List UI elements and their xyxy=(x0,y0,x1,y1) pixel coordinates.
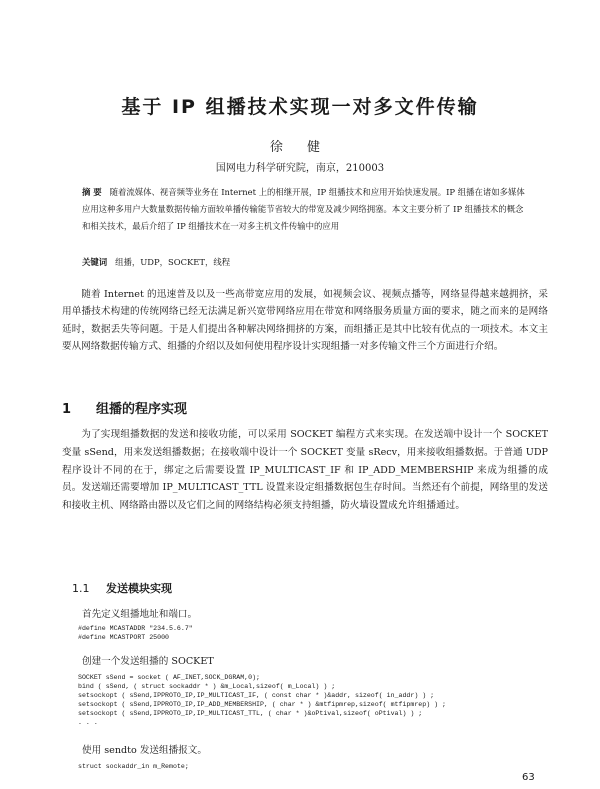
keywords xyxy=(82,256,530,268)
subsection-number: 1.1 xyxy=(72,582,90,595)
page-number: 63 xyxy=(522,772,535,783)
section-paragraph: 为了实现组播数据的发送和接收功能，可以采用 SOCKET 编程方式来实现。在发送端中设计一个 SOCKET 变量 sSend，用来发送组播数据；在接收端中设计一个 SOCKET 变量 sRecv，用来接收组播数据。于普通 UDP 程序设计不同的在于，绑定之后需要设置 IP_MULTICAST_IF 和 IP_ADD_MEMBERSHIP 来成为组播的成员。发送端还需要增加 IP_MULTICAST_TTL 设置来设定组播数据包生存时间。当然还有个前提，网络里的发送和接收主机、网络路由器以及它们之间的网络结构必须支持组播，防火墙设置成允许组播通过。 xyxy=(62,429,548,512)
keywords-label: 关键词 xyxy=(82,257,108,267)
subsection-title: 发送模块实现 xyxy=(106,582,172,595)
keywords-text: 组播，UDP，SOCKET，线程 xyxy=(115,257,231,267)
section-heading xyxy=(62,398,548,417)
subsection-heading xyxy=(72,580,548,596)
use-sendto-line: 使用 sendto 发送组播报文。 xyxy=(82,745,207,756)
code-block-remote: struct sockaddr_in m_Remote; xyxy=(78,763,189,770)
section-number: 1 xyxy=(62,402,72,417)
abstract-label: 摘 要 xyxy=(82,187,102,197)
define-group-line: 首先定义组播地址和端口。 xyxy=(82,609,198,620)
paper-title: 基于 IP 组播技术实现一对多文件传输 xyxy=(121,96,479,118)
author-name: 徐 健 xyxy=(269,140,331,155)
intro-paragraph: 随着 Internet 的迅速普及以及一些高带宽应用的发展，如视频会议、视频点播等，网络显得越来越拥挤，采用单播技术构建的传统网络已经无法满足新兴宽带网络应用在带宽和网络服务质量方面的要求，随之而来的是网络延时，数据丢失等问题。于是人们提出各种解决网络拥挤的方案，而组播正是其中比较有优点的一项技术。本文主要从网络数据传输方式、组播的介绍以及如何使用程序设计实现组播一对多传输文件三个方面进行介绍。 xyxy=(62,289,548,353)
create-socket-line: 创建一个发送组播的 SOCKET xyxy=(82,656,214,667)
section-title: 组播的程序实现 xyxy=(96,402,188,417)
code-block-socket: SOCKET sSend = socket ( AF_INET,SOCK_DGRAM,0); bind ( sSend, ( struct sockaddr * ) &m_Local,sizeof( m_Local) ) ; setsockopt ( sSend,IPPROTO_IP,IP_MULTICAST_IF, ( const char * )&addr, sizeof( in_addr) ) ; setsockopt ( sSend,IPPROTO_IP,IP_ADD_MEMBERSHIP, ( char * ) &mtfipmrep,sizeof( mtfipmrep) ) ; setsockopt ( sSend,IPPROTO_IP,IP_MULTICAST_TTL, ( char * )&oPtival,sizeof( oPtival) ) ; . . . xyxy=(78,674,446,726)
abstract xyxy=(82,184,530,235)
abstract-text: 随着流媒体、视音频等业务在 Internet 上的相继开展，IP 组播技术和应用开始快速发展。IP 组播在诸如多媒体应用这种多用户大数量数据传输方面较单播传输能节省较大的带宽及减少网络拥塞。本文主要分析了 IP 组播技术的概念和相关技术，最后介绍了 IP 组播技术在一对多主机文件传输中的应用 xyxy=(82,187,525,231)
author-affiliation: 国网电力科学研究院，南京，210003 xyxy=(215,163,385,174)
code-block-defines: #define MCASTADDR "234.5.6.7" #define MCASTPORT 25000 xyxy=(78,625,193,641)
